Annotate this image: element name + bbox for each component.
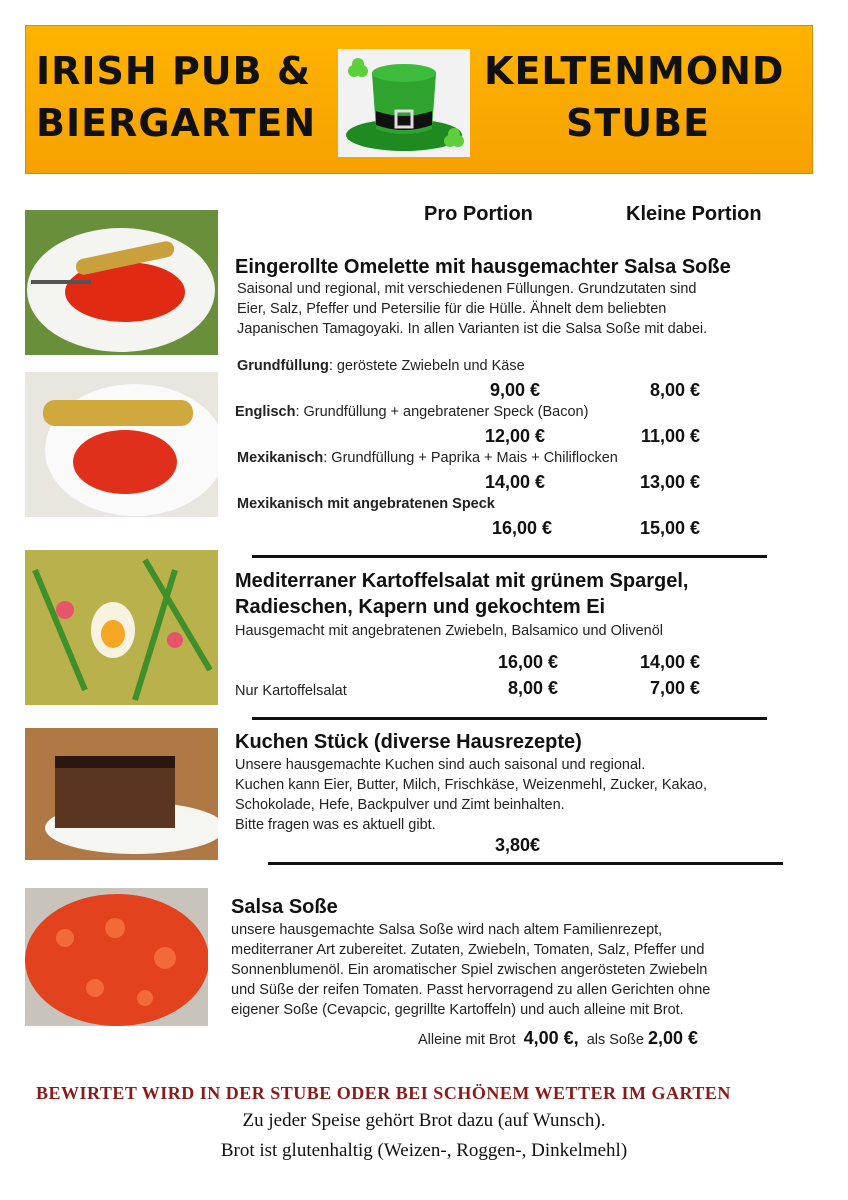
omelette-desc-1: Saisonal und regional, mit verschiedenen Füllungen. Grundzutaten sind [237, 281, 697, 297]
divider [252, 555, 767, 558]
kartoffelsalat-price-kleine: 14,00 € [639, 652, 700, 672]
omelette-photo-1 [25, 210, 218, 355]
divider [252, 717, 767, 720]
divider [268, 862, 783, 865]
omelette-desc-2: Eier, Salz, Pfeffer und Petersilie für die Hülle. Ähnelt dem beliebten [237, 301, 667, 317]
omelette-desc-3: Japanischen Tamagoyaki. In allen Varianten ist die Salsa Soße mit dabei. [237, 321, 708, 337]
kartoffelsalat-title-2: Radieschen, Kapern und gekochtem Ei [235, 596, 606, 618]
kuchen-price: 3,80€ [494, 835, 540, 855]
salsa-photo [25, 888, 208, 1026]
banner-left-line2: BIERGARTEN [36, 101, 317, 145]
banner-left-line1: IRISH PUB & [36, 49, 311, 93]
salsa-title: Salsa Soße [231, 896, 338, 918]
banner-right-line2: STUBE [566, 101, 711, 145]
kartoffelsalat-only-label: Nur Kartoffelsalat [235, 683, 347, 699]
variant-label: Englisch: Grundfüllung + angebratener Speck (Bacon) [235, 404, 589, 420]
omelette-title: Eingerollte Omelette mit hausgemachter Salsa Soße [235, 256, 731, 278]
kuchen-desc-1: Unsere hausgemachte Kuchen sind auch saisonal und regional. [235, 757, 646, 773]
kartoffelsalat-photo [25, 550, 218, 705]
omelette-photo-2 [25, 372, 218, 517]
kuchen-desc-3: Schokolade, Hefe, Backpulver und Zimt beinhalten. [235, 797, 565, 813]
variant-price-kleine: 11,00 € [640, 426, 700, 446]
column-pro-portion: Pro Portion [424, 203, 533, 225]
variant-label: Mexikanisch: Grundfüllung + Paprika + Mais + Chiliflocken [237, 450, 618, 466]
salsa-desc-5: eigener Soße (Cevapcic, gegrillte Kartoffeln) und auch alleine mit Brot. [231, 1002, 684, 1018]
variant-price-kleine: 13,00 € [639, 472, 700, 492]
banner-right-line1: KELTENMOND [484, 49, 785, 93]
variant-price-pro: 9,00 € [489, 380, 540, 400]
variant-label: Mexikanisch mit angebratenen Speck [237, 496, 495, 512]
column-kleine-portion: Kleine Portion [626, 203, 762, 225]
kartoffelsalat-only-price-pro: 8,00 € [507, 678, 558, 698]
footer-gluten-note: Brot ist glutenhaltig (Weizen-, Roggen-, Dinkelmehl) [220, 1140, 628, 1161]
salsa-desc-1: unsere hausgemachte Salsa Soße wird nach altem Familienrezept, [231, 922, 663, 938]
variant-price-pro: 14,00 € [484, 472, 545, 492]
kuchen-title: Kuchen Stück (diverse Hausrezepte) [235, 731, 582, 753]
kartoffelsalat-price-pro: 16,00 € [497, 652, 558, 672]
kartoffelsalat-title-1: Mediterraner Kartoffelsalat mit grünem Spargel, [235, 570, 689, 592]
salsa-desc-4: und Süße der reifen Tomaten. Passt hervorragend zu allen Gerichten ohne [231, 982, 711, 998]
footer-notice: BEWIRTET WIRD IN DER STUBE ODER BEI SCHÖNEM WETTER IM GARTEN [36, 1083, 731, 1103]
salsa-desc-2: mediterraner Art zubereitet. Zutaten, Zwiebeln, Tomaten, Salz, Pfeffer und [231, 942, 705, 958]
kartoffelsalat-desc: Hausgemacht mit angebratenen Zwiebeln, Balsamico und Olivenöl [235, 623, 663, 639]
kuchen-photo [25, 728, 218, 860]
salsa-price-line: Alleine mit Brot 4,00 €, als Soße 2,00 € [418, 1028, 698, 1048]
footer-bread-note: Zu jeder Speise gehört Brot dazu (auf Wunsch). [242, 1110, 606, 1131]
variant-price-kleine: 15,00 € [639, 518, 700, 538]
variant-label: Grundfüllung: geröstete Zwiebeln und Käse [237, 358, 525, 374]
variant-price-pro: 16,00 € [491, 518, 552, 538]
salsa-desc-3: Sonnenblumenöl. Ein aromatischer Spiel zwischen angerösteten Zwiebeln [231, 962, 708, 978]
kuchen-desc-4: Bitte fragen was es aktuell gibt. [235, 817, 436, 833]
kuchen-desc-2: Kuchen kann Eier, Butter, Milch, Frischkäse, Weizenmehl, Zucker, Kakao, [235, 777, 708, 793]
variant-price-kleine: 8,00 € [649, 380, 700, 400]
kartoffelsalat-only-price-kleine: 7,00 € [649, 678, 700, 698]
variant-price-pro: 12,00 € [484, 426, 545, 446]
leprechaun-hat-icon [338, 49, 470, 157]
